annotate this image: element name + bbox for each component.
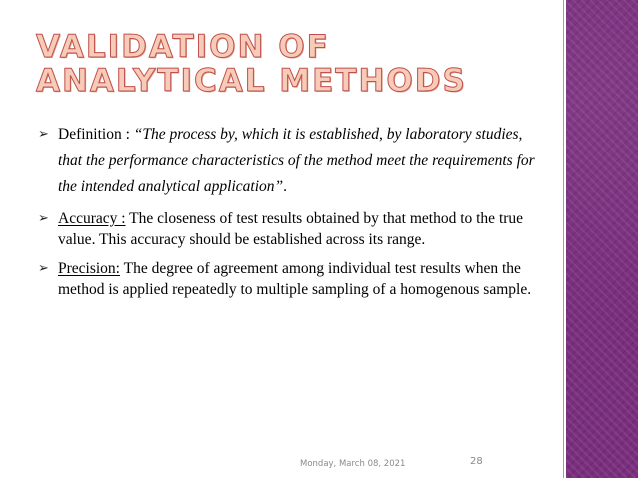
bullet-term-accuracy: Accuracy : [58,210,126,227]
bullet-text-accuracy: The closeness of test results obtained by that method to the true value. This accuracy should be established across its range. [58,210,524,248]
bullet-term-precision: Precision: [58,260,120,277]
bullet-precision [38,258,550,300]
arrow-bullet-icon: ➢ [38,261,49,276]
bullet-accuracy [38,208,550,250]
footer-date: Monday, March 08, 2021 [300,459,406,469]
arrow-bullet-icon: ➢ [38,127,49,142]
decorative-side-panel [566,0,638,478]
bullet-text-precision: The degree of agreement among individual test results when the method is applied repeatedly to multiple sampling of a homogenous sample. [58,260,532,298]
bullet-list [38,122,550,300]
slide-number: 28 [470,456,483,467]
slide-title: VALIDATION OF ANALYTICAL METHODS [36,29,467,99]
bullet-term-definition: Definition : [58,126,130,143]
bullet-definition [38,122,550,200]
bullet-text-definition: “The process by, which it is established, by laboratory studies, that the performance characteristics of the method meet the requirements for the intended analytical application” [58,126,535,195]
arrow-bullet-icon: ➢ [38,211,49,226]
side-panel-divider [563,0,564,478]
bullet-tail-definition: . [283,178,288,195]
